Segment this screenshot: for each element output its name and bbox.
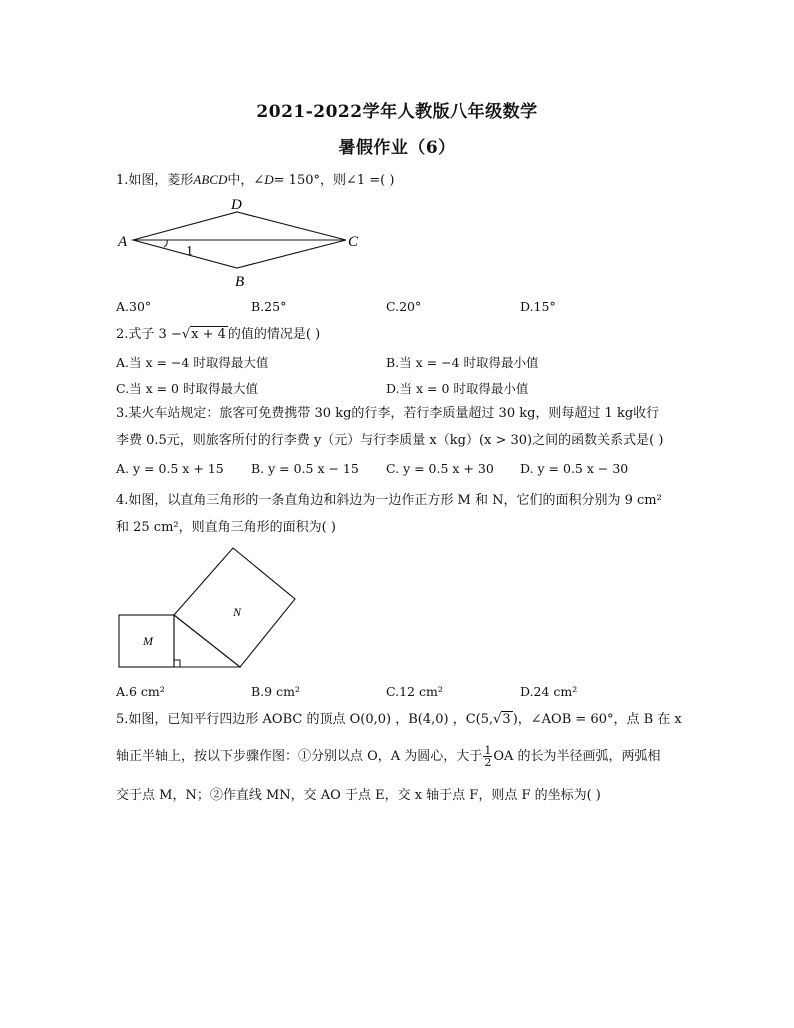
q3-option-b[interactable]: B. y = 0.5 x − 15 — [251, 461, 359, 476]
q3-option-a[interactable]: A. y = 0.5 x + 15 — [116, 461, 224, 476]
q1-stem-c: = 150°，则∠1 =( ) — [273, 173, 395, 188]
fraction-numerator: 1 — [484, 744, 492, 757]
worksheet-title: 2021-2022学年人教版八年级数学 — [256, 102, 538, 122]
question-5-line-2 — [116, 745, 661, 768]
right-angle-mark — [174, 660, 180, 667]
q2-option-c[interactable]: C.当 x = 0 时取得最大值 — [116, 381, 258, 396]
question-5-line-1: 5.如图，已知平行四边形 AOBC 的顶点 O(0,0) ，B(4,0) ，C(5,√3 )，∠AOB = 60°，点 B 在 x — [116, 712, 682, 727]
question-4-line-2: 和 25 cm²，则直角三角形的面积为( ) — [116, 520, 336, 535]
q3-option-d[interactable]: D. y = 0.5 x − 30 — [520, 461, 629, 476]
rhombus-label-d: D — [231, 197, 242, 213]
q5-line2-a: 轴正半轴上，按以下步骤作图：①分别以点 O，A 为圆心，大于 — [116, 749, 483, 764]
q1-stem-d: D — [264, 172, 274, 187]
q1-stem-b: 中，∠ — [227, 173, 265, 188]
q1-option-d[interactable]: D.15° — [520, 299, 556, 314]
q1-option-b[interactable]: B.25° — [251, 299, 287, 314]
question-4-line-1: 4.如图，以直角三角形的一条直角边和斜边为一边作正方形 M 和 N，它们的面积分别为 9 cm² — [116, 493, 662, 508]
q2-option-d[interactable]: D.当 x = 0 时取得最小值 — [386, 381, 529, 396]
q2-option-b[interactable]: B.当 x = −4 时取得最小值 — [386, 355, 539, 370]
q2-option-a[interactable]: A.当 x = −4 时取得最大值 — [116, 355, 269, 370]
q2-stem-b: 的值的情况是( ) — [227, 327, 321, 342]
angle-1-label: 1 — [186, 244, 193, 259]
q1-option-a[interactable]: A.30° — [116, 299, 152, 314]
q5-line2-b: OA 的长为半径画弧，两弧相 — [493, 749, 661, 764]
question-3-line-1: 3.某火车站规定：旅客可免费携带 30 kg的行李，若行李质量超过 30 kg，则每超过 1 kg收行 — [116, 406, 660, 421]
q1-stem-a: 1.如图，菱形 — [116, 173, 194, 188]
rhombus-label-c: C — [348, 234, 359, 250]
fraction-one-half — [483, 745, 492, 768]
q5-line1-text: 5.如图，已知平行四边形 AOBC 的顶点 O(0,0) ，B(4,0) ，C(5, — [116, 712, 494, 727]
q5-line1-sqrt: 3 — [502, 712, 511, 727]
rhombus-label-a: A — [118, 234, 128, 250]
q2-stem-sqrt: x + 4 — [191, 327, 226, 342]
q3-option-c[interactable]: C. y = 0.5 x + 30 — [386, 461, 494, 476]
question-3-line-2: 李费 0.5元，则旅客所付的行李费 y（元）与行李质量 x（kg）(x > 30)之间的函数关系式是( ) — [116, 433, 664, 448]
question-2-stem: 2.式子 3 −√x + 4 的值的情况是( ) — [116, 327, 321, 342]
rhombus-label-b: B — [235, 274, 245, 290]
fraction-denominator: 2 — [484, 756, 492, 769]
q4-option-b[interactable]: B.9 cm² — [251, 684, 300, 699]
q4-option-a[interactable]: A.6 cm² — [116, 684, 165, 699]
question-5-line-3: 交于点 M，N；②作直线 MN，交 AO 于点 E，交 x 轴于点 F，则点 F 的坐标为( ) — [116, 788, 601, 803]
q1-stem-abcd: ABCD — [193, 172, 228, 187]
square-n-label: N — [233, 605, 242, 619]
q4-option-d[interactable]: D.24 cm² — [520, 684, 578, 699]
angle-1-arc — [164, 240, 167, 247]
worksheet-subtitle: 暑假作业（6） — [338, 138, 456, 158]
q4-option-c[interactable]: C.12 cm² — [386, 684, 443, 699]
q2-stem-a: 2.式子 3 − — [116, 327, 182, 342]
square-m-label: M — [143, 634, 153, 648]
q1-option-c[interactable]: C.20° — [386, 299, 422, 314]
q5-line1-end: )，∠AOB = 60°，点 B 在 x — [512, 712, 682, 727]
rhombus-figure — [112, 192, 372, 292]
squares-figure — [112, 540, 312, 675]
question-1-stem — [116, 171, 394, 190]
